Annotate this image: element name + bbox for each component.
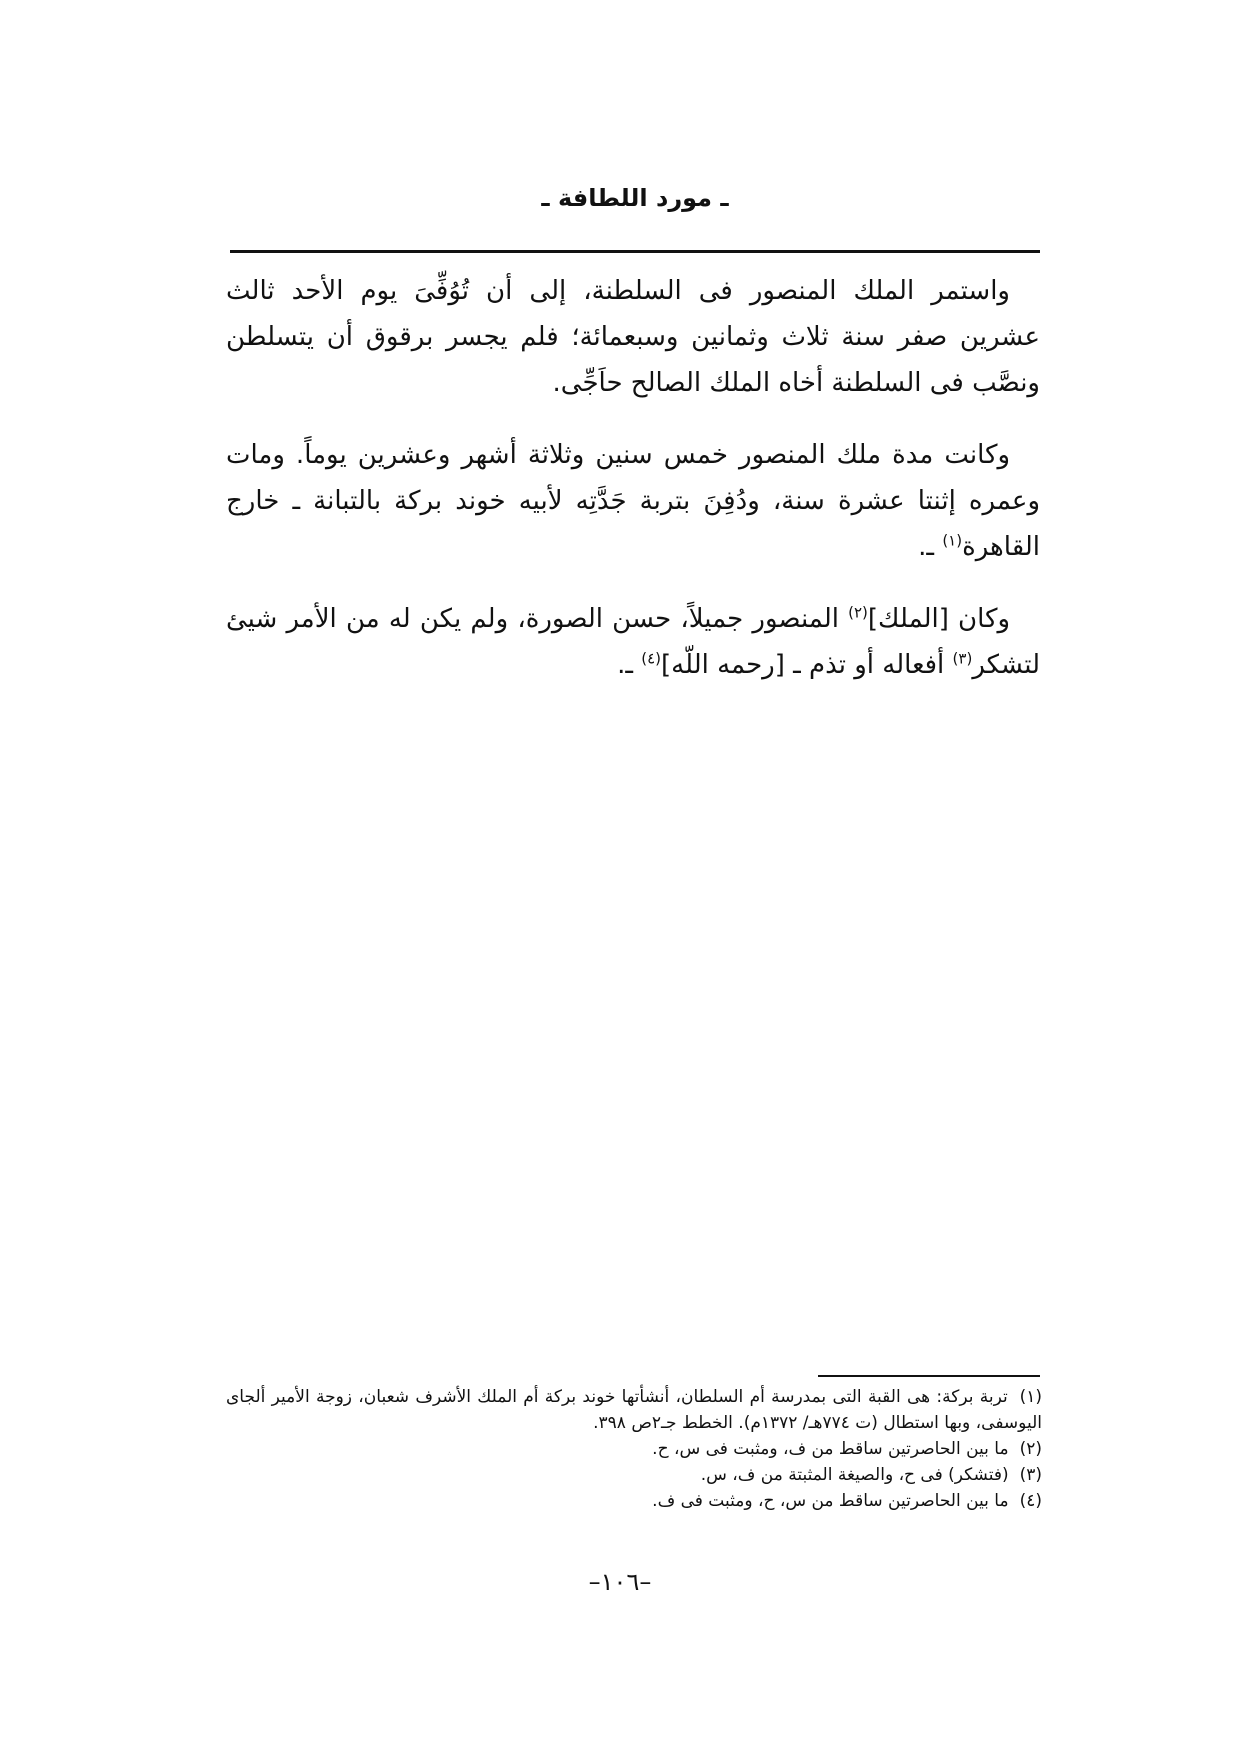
footnote-ref-2: (٢) (848, 603, 868, 622)
paragraph-3-seg-1: وكان [الملك] (867, 604, 1010, 634)
footnote-number: (٣) (1019, 1465, 1042, 1485)
paragraph-2-tail: ـ. (918, 532, 943, 562)
footnote-number: (٤) (1019, 1491, 1042, 1511)
footnote-4 (226, 1488, 1042, 1514)
footnote-ref-4: (٤) (641, 649, 662, 668)
footnote-ref-1: (١) (942, 531, 963, 550)
footnote-3 (226, 1462, 1042, 1488)
footnote-separator (818, 1375, 1040, 1377)
footnote-number: (١) (1019, 1387, 1042, 1407)
footnote-text: (فتشكر) فى ح، والصيغة المثبتة من ف، س. (700, 1465, 1009, 1485)
page-number: –١٠٦– (588, 1568, 652, 1596)
paragraph-3-seg-4: ـ. (617, 650, 642, 680)
paragraph-2-text: وكانت مدة ملك المنصور خمس سنين وثلاثة أشهر وعشرين يوماً. ومات وعمره إثنتا عشرة سنة، ودُفِنَ بتربة جَدَّتِه لأبيه خوند بركة بالتبانة ـ خارج القاهرة (226, 440, 1040, 562)
paragraph-3 (226, 596, 1040, 688)
footnote-ref-3: (٣) (952, 649, 973, 668)
paragraph-3-seg-3: أفعاله أو تذم ـ [رحمه اللّه] (661, 650, 953, 680)
paragraph-1-text: واستمر الملك المنصور فى السلطنة، إلى أن تُوُفِّىَ يوم الأحد ثالث عشرين صفر سنة ثلاث وثمانين وسبعمائة؛ فلم يجسر برقوق أن يتسلطن ونصَّب فى السلطنة أخاه الملك الصالح حاَجِّى. (226, 276, 1040, 398)
main-text (226, 268, 1040, 714)
footnote-text: ما بين الحاصرتين ساقط من ف، ومثبت فى س، ح. (652, 1439, 1009, 1459)
footnote-text: ما بين الحاصرتين ساقط من س، ح، ومثبت فى ف. (652, 1491, 1009, 1511)
paragraph-2 (226, 432, 1040, 570)
footnote-2 (226, 1436, 1042, 1462)
paragraph-3-seg-2: المنصور جميلاً، حسن الصورة، ولم يكن له من الأمر شيئ لتشكر (226, 604, 1040, 680)
footnote-1 (226, 1384, 1042, 1436)
footnotes (226, 1384, 1042, 1514)
footnote-number: (٢) (1019, 1439, 1042, 1459)
paragraph-1 (226, 268, 1040, 406)
running-head-title: ـ مورد اللطافة ـ (541, 184, 729, 212)
footnote-text: تربة بركة: هى القبة التى بمدرسة أم السلطان، أنشأتها خوند بركة أم الملك الأشرف شعبان، زوجة الأمير ألجاى اليوسفى، وبها استطال (ت ٧٧٤هـ/ ١٣٧٢م). الخطط جـ٢ص ٣٩٨. (226, 1387, 1042, 1433)
header-rule (230, 250, 1040, 253)
